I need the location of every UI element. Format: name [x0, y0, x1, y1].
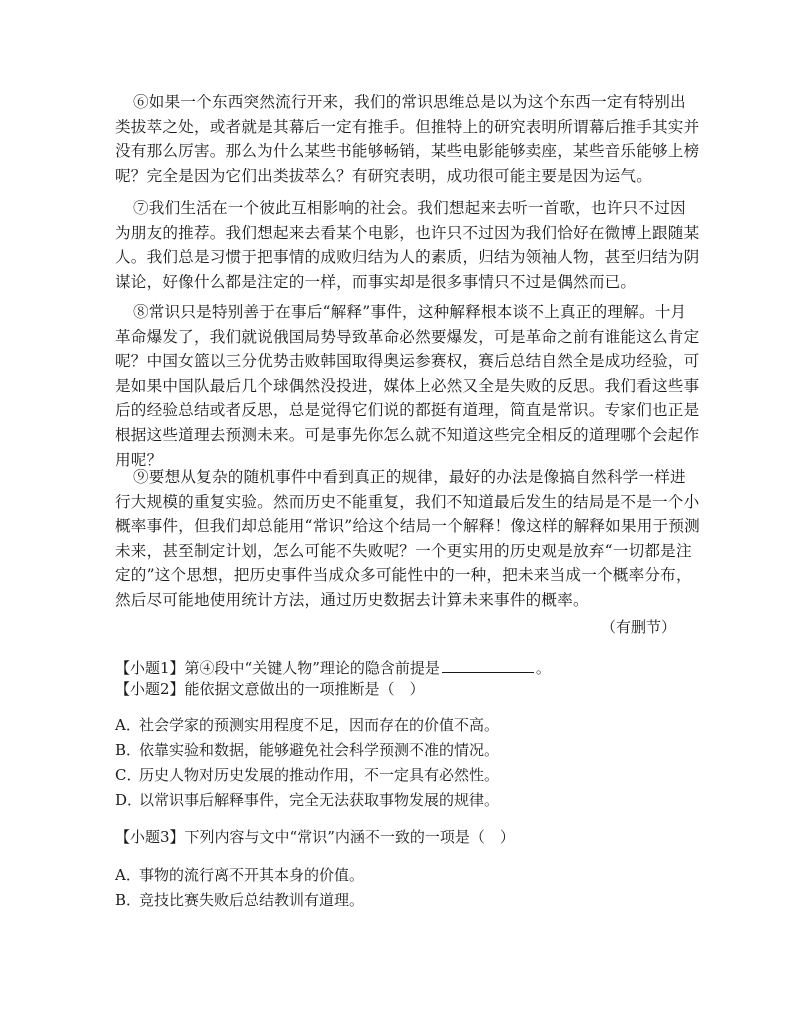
question-1-end: 。: [535, 659, 551, 677]
option-c[interactable]: [115, 764, 499, 786]
option-b[interactable]: [115, 889, 364, 911]
text-line: ⑧常识只是特别善于在事后“解释”事件，这种解释根本谈不上真正的理解。十月: [133, 303, 687, 321]
question-2: 【小题2】能依据文意做出的一项推断是（ ）: [115, 680, 425, 698]
text-line: ⑨要想从复杂的随机事件中看到真正的规律，最好的办法是像搞自然科学一样进: [133, 468, 686, 486]
text-line: 后的经验总结或者反思，总是觉得它们说的都挺有道理，简直是常识。专家们也正是: [115, 401, 700, 420]
text-line: 为朋友的推荐。我们想起来去看某个电影，也许只不过因为我们恰好在微博上跟随某: [115, 223, 700, 242]
text-line: 类拔萃之处，或者就是其幕后一定有推手。但推特上的研究表明所谓幕后推手其实并: [115, 117, 700, 136]
text-line: 然后尽可能地使用统计方法，通过历史数据去计算未来事件的概率。: [115, 590, 589, 609]
text-line: 没有那么厉害。那么为什么某些书能够畅销，某些电影能够卖座，某些音乐能够上榜: [115, 142, 700, 161]
question-1: [115, 656, 551, 679]
option-letter: B．: [115, 891, 142, 909]
text-line: 用呢？: [115, 450, 163, 469]
option-letter: D．: [115, 791, 143, 809]
answer-blank[interactable]: [442, 656, 534, 673]
text-line: 谋论，好像什么都是注定的一样，而事实却是很多事情只不过是偶然而已。: [115, 272, 637, 291]
paragraph-8: [115, 300, 700, 472]
option-b[interactable]: [115, 739, 499, 761]
text-line: 呢？中国女篮以三分优势击败韩国取得奥运参赛权，赛后总结自然全是成功经验，可: [115, 352, 700, 371]
option-text: 历史人物对历史发展的推动作用，不一定具有必然性。: [139, 766, 500, 784]
option-letter: A．: [115, 866, 141, 884]
option-text: 事物的流行离不开其本身的价值。: [139, 866, 365, 884]
source-note: （有删节）: [600, 618, 676, 636]
option-letter: A．: [115, 716, 141, 734]
text-line: 概率事件，但我们却总能用“常识”给这个结局一个解释！像这样的解释如果用于预测: [115, 517, 700, 536]
option-d[interactable]: [115, 789, 499, 811]
option-text: 以常识事后解释事件，完全无法获取事物发展的规律。: [139, 791, 500, 809]
question-3: 【小题3】下列内容与文中“常识”内涵不一致的一项是（ ）: [115, 828, 515, 846]
text-line: 革命爆发了，我们就说俄国局势导致革命必然要爆发，可是革命之前有谁能这么肯定: [115, 327, 700, 346]
option-letter: C．: [115, 766, 142, 784]
question-1-text: 【小题1】第④段中“关键人物”理论的隐含前提是: [115, 659, 440, 677]
option-text: 依靠实验和数据，能够避免社会科学预测不准的情况。: [139, 741, 500, 759]
paragraph-6: [115, 90, 700, 188]
text-line: 呢？完全是因为它们出类拔萃么？有研究表明，成功很可能主要是因为运气。: [115, 166, 652, 185]
text-line: 人。我们总是习惯于把事情的成败归结为人的素质，归结为领袖人物，甚至归结为阴: [115, 248, 700, 267]
text-line: ⑦我们生活在一个彼此互相影响的社会。我们想起来去听一首歌，也许只不过因: [133, 199, 686, 217]
text-line: 未来，甚至制定计划，怎么可能不失败呢？一个更实用的历史观是放弃“一切都是注: [115, 541, 692, 560]
option-a[interactable]: [115, 714, 499, 736]
text-line: 根据这些道理去预测未来。可是事先你怎么就不知道这些完全相反的道理哪个会起作: [115, 425, 700, 444]
option-text: 社会学家的预测实用程度不足，因而存在的价值不高。: [139, 716, 500, 734]
text-line: 是如果中国队最后几个球偶然没投进，媒体上必然又全是失败的反思。我们看这些事: [115, 376, 700, 395]
option-a[interactable]: [115, 864, 364, 886]
text-line: 定的”这个思想，把历史事件当成众多可能性中的一种，把未来当成一个概率分布，: [115, 566, 692, 585]
paragraph-9: [115, 465, 700, 613]
option-text: 竞技比赛失败后总结教训有道理。: [139, 891, 365, 909]
paragraph-7: [115, 196, 700, 294]
text-line: 行大规模的重复实验。然而历史不能重复，我们不知道最后发生的结局是不是一个小: [115, 492, 700, 511]
option-letter: B．: [115, 741, 142, 759]
text-line: ⑥如果一个东西突然流行开来，我们的常识思维总是以为这个东西一定有特别出: [133, 93, 686, 111]
